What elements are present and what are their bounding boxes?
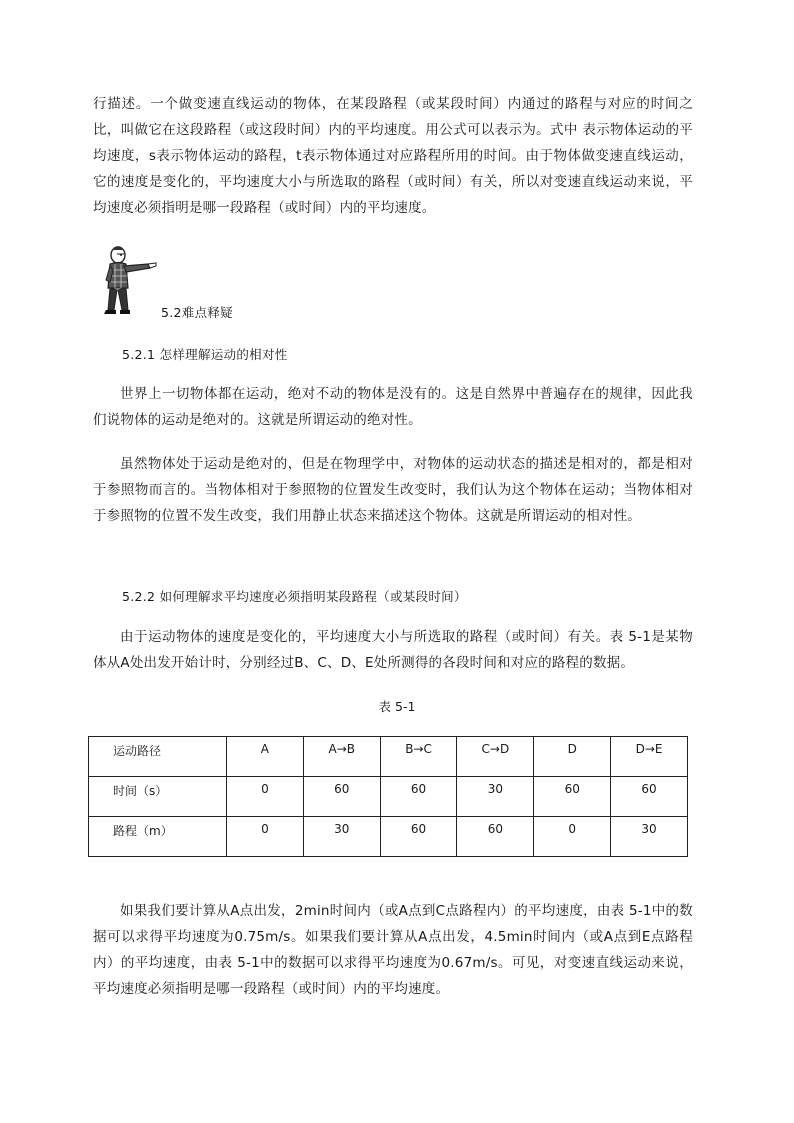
table-header-cell: D→E: [611, 737, 688, 777]
subsection-1-paragraph-2: 虽然物体处于运动是绝对的，但是在物理学中，对物体的运动状态的描述是相对的，都是相对于参照物而言的。当物体相对于参照物的位置发生改变时，我们认为这个物体在运动；当物体相对于参照物的位置不发生改变，我们用静止状态来描述这个物体。这就是所谓运动的相对性。: [93, 456, 693, 524]
subsection-title-2: 5.2.2 如何理解求平均速度必须指明某段路程（或某段时间）: [122, 589, 467, 604]
table-row: [89, 777, 688, 817]
table-row: [89, 817, 688, 857]
table-cell: 60: [457, 817, 534, 857]
table-header-cell: A: [227, 737, 304, 777]
table-cell: 30: [611, 817, 688, 857]
subsection-2-paragraph-1: 由于运动物体的速度是变化的，平均速度大小与所选取的路程（或时间）有关。表 5-1是某物体从A处出发开始计时，分别经过B、C、D、E处所测得的各段时间和对应的路程的数据。: [93, 629, 693, 671]
table-cell: 30: [457, 777, 534, 817]
subsection-1-paragraph-1: 世界上一切物体都在运动，绝对不动的物体是没有的。这是自然界中普遍存在的规律，因此我们说物体的运动是绝对的。这就是所谓运动的绝对性。: [93, 386, 693, 428]
table-cell: 60: [380, 817, 457, 857]
table-cell: 60: [611, 777, 688, 817]
section-title: 5.2难点释疑: [161, 305, 233, 320]
table-cell: 0: [227, 777, 304, 817]
table-cell: 30: [303, 817, 380, 857]
intro-paragraph: 行描述。一个做变速直线运动的物体，在某段路程（或某段时间）内通过的路程与对应的时间之比，叫做它在这段路程（或这段时间）内的平均速度。用公式可以表示为。式中 表示物体运动的平均速度，s表示物体运动的路程，t表示物体通过对应路程所用的时间。由于物体做变速直线运动，它的速度是变化的，平均速度大小与所选取的路程（或时间）有关，所以对变速直线运动来说，平均速度必须指明是哪一段路程（或时间）内的平均速度。: [93, 96, 693, 216]
table-header-cell: A→B: [303, 737, 380, 777]
pointing-man-icon: [104, 244, 158, 318]
subsection-title-1: 5.2.1 怎样理解运动的相对性: [122, 347, 288, 362]
data-table: [88, 736, 688, 857]
table-cell: 0: [227, 817, 304, 857]
table-header-cell: 运动路径: [89, 737, 227, 777]
table-cell: 0: [534, 817, 611, 857]
table-row-label: 路程（m）: [89, 817, 227, 857]
table-row-label: 时间（s）: [89, 777, 227, 817]
conclusion-paragraph: 如果我们要计算从A点出发，2min时间内（或A点到C点路程内）的平均速度，由表 5-1中的数据可以求得平均速度为0.75m/s。如果我们要计算从A点出发，4.5min时间内（或A点到E点路程内）的平均速度，由表 5-1中的数据可以求得平均速度为0.67m/s。可见，对变速直线运动来说，平均速度必须指明是哪一段路程（或时间）内的平均速度。: [93, 903, 693, 997]
table-cell: 60: [303, 777, 380, 817]
table-header-row: [89, 737, 688, 777]
table-cell: 60: [534, 777, 611, 817]
table-cell: 60: [380, 777, 457, 817]
table-caption: 表 5-1: [378, 699, 416, 714]
table-header-cell: C→D: [457, 737, 534, 777]
table-header-cell: D: [534, 737, 611, 777]
table-header-cell: B→C: [380, 737, 457, 777]
